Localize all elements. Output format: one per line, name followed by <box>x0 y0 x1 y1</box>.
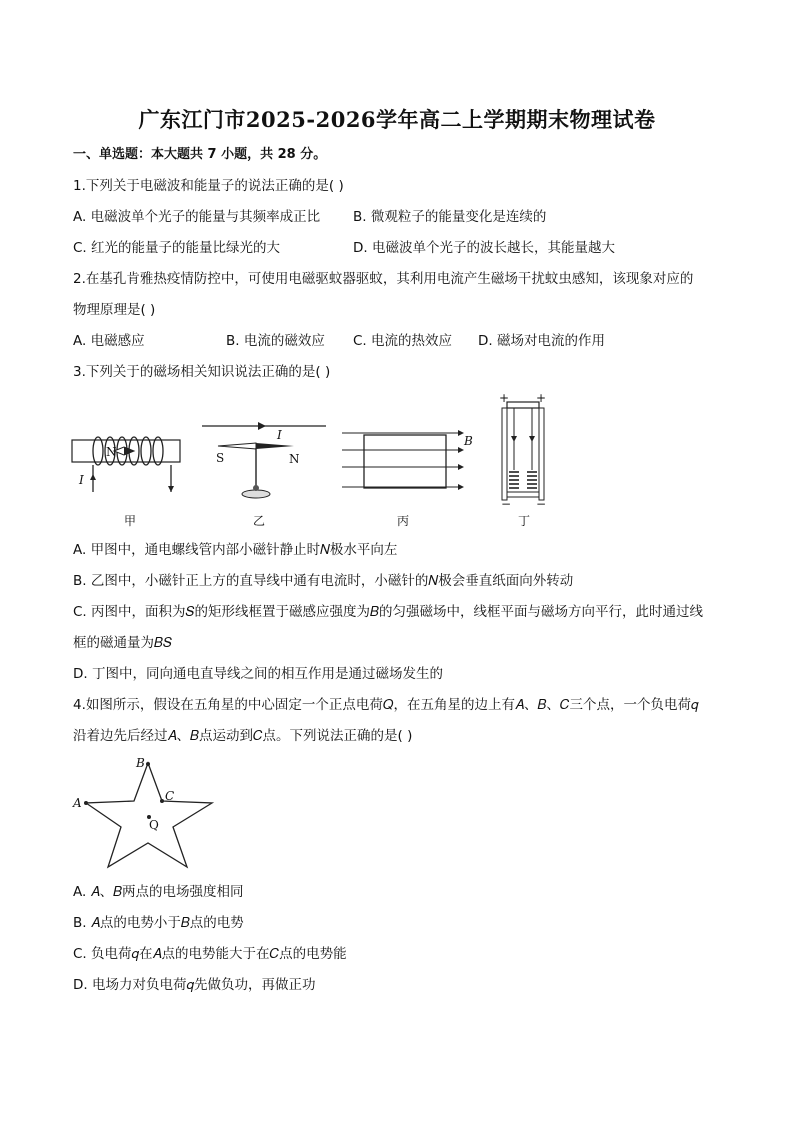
q3-stem: 3.下列关于的磁场相关知识说法正确的是( ) <box>73 364 331 380</box>
section-heading: 一、单选题：本大题共 7 小题，共 28 分。 <box>73 147 327 162</box>
q4-option-c: C. 负电荷𝑞在𝐴点的电势能大于在𝐶点的电势能 <box>73 946 347 962</box>
fig-yi-n-label: N <box>289 452 300 466</box>
fig-yi-s-label: S <box>216 451 225 465</box>
q2-option-c: C. 电流的热效应 <box>353 333 453 349</box>
fig-star-a-label: A <box>73 796 82 810</box>
q4-option-a: A. 𝐴、𝐵两点的电场强度相同 <box>73 884 244 900</box>
fig-star-c-label: C <box>165 789 175 803</box>
solenoid-figure <box>70 420 190 500</box>
q4-stem-line1: 4.如图所示，假设在五角星的中心固定一个正点电荷𝑄，在五角星的边上有𝐴、𝐵、𝐶三个点，一个负电荷𝑞 <box>73 697 699 713</box>
fig-jia-n-label: N <box>106 445 117 459</box>
q2-stem-line1: 2.在基孔肯雅热疫情防控中，可使用电磁驱蚊器驱蚊，其利用电流产生磁场干扰蚊虫感知，该现象对应的 <box>73 271 694 287</box>
fig-yi-i-label: I <box>277 428 282 442</box>
fig-bing-b-label: B <box>464 434 473 448</box>
q2-option-d: D. 磁场对电流的作用 <box>478 333 605 349</box>
q1-stem: 1.下列关于电磁波和能量子的说法正确的是( ) <box>73 178 344 194</box>
parallel-wires-figure <box>494 396 552 508</box>
q3-option-d: D. 丁图中，同向通电直导线之间的相互作用是通过磁场发生的 <box>73 666 443 682</box>
q3-option-b: B. 乙图中，小磁针正上方的直导线中通有电流时，小磁针的𝑁极会垂直纸面向外转动 <box>73 573 574 589</box>
q4-option-b: B. 𝐴点的电势小于𝐵点的电势 <box>73 915 244 931</box>
q4-stem-line2: 沿着边先后经过𝐴、𝐵点运动到𝐶点。下列说法正确的是( ) <box>73 728 413 744</box>
star-figure <box>70 755 220 875</box>
q3-option-c-line2: 框的磁通量为𝐵𝑆 <box>73 635 172 651</box>
fig-ding-minus-left: − <box>501 497 512 511</box>
loop-field-figure <box>340 425 470 500</box>
q2-option-b: B. 电流的磁效应 <box>226 333 325 349</box>
q2-stem-line2: 物理原理是( ) <box>73 302 156 318</box>
fig-ding-minus-right: − <box>536 497 547 511</box>
fig-star-q-label: Q <box>149 818 159 832</box>
q3-option-c-line1: C. 丙图中，面积为𝑆的矩形线框置于磁感应强度为𝐵的匀强磁场中，线框平面与磁场方向平行，此时通过线 <box>73 604 703 620</box>
q4-option-d: D. 电场力对负电荷𝑞先做负功，再做正功 <box>73 977 316 993</box>
fig-bing-caption: 丙 <box>397 514 410 528</box>
fig-ding-plus-right: + <box>536 391 547 405</box>
q1-option-a: A. 电磁波单个光子的能量与其频率成正比 <box>73 209 321 225</box>
q1-option-d: D. 电磁波单个光子的波长越长，其能量越大 <box>353 240 615 256</box>
page-title: 广东江门市2025-2026学年高二上学期期末物理试卷 <box>138 107 656 132</box>
q2-option-a: A. 电磁感应 <box>73 333 145 349</box>
fig-jia-i-label: I <box>79 473 84 487</box>
fig-jia-caption: 甲 <box>124 514 137 528</box>
fig-ding-plus-left: + <box>499 391 510 405</box>
fig-yi-caption: 乙 <box>253 514 266 528</box>
fig-ding-caption: 丁 <box>518 514 531 528</box>
q3-option-a: A. 甲图中，通电螺线管内部小磁针静止时𝑁极水平向左 <box>73 542 398 558</box>
q1-option-b: B. 微观粒子的能量变化是连续的 <box>353 209 547 225</box>
fig-star-b-label: B <box>136 756 145 770</box>
q1-option-c: C. 红光的能量子的能量比绿光的大 <box>73 240 281 256</box>
